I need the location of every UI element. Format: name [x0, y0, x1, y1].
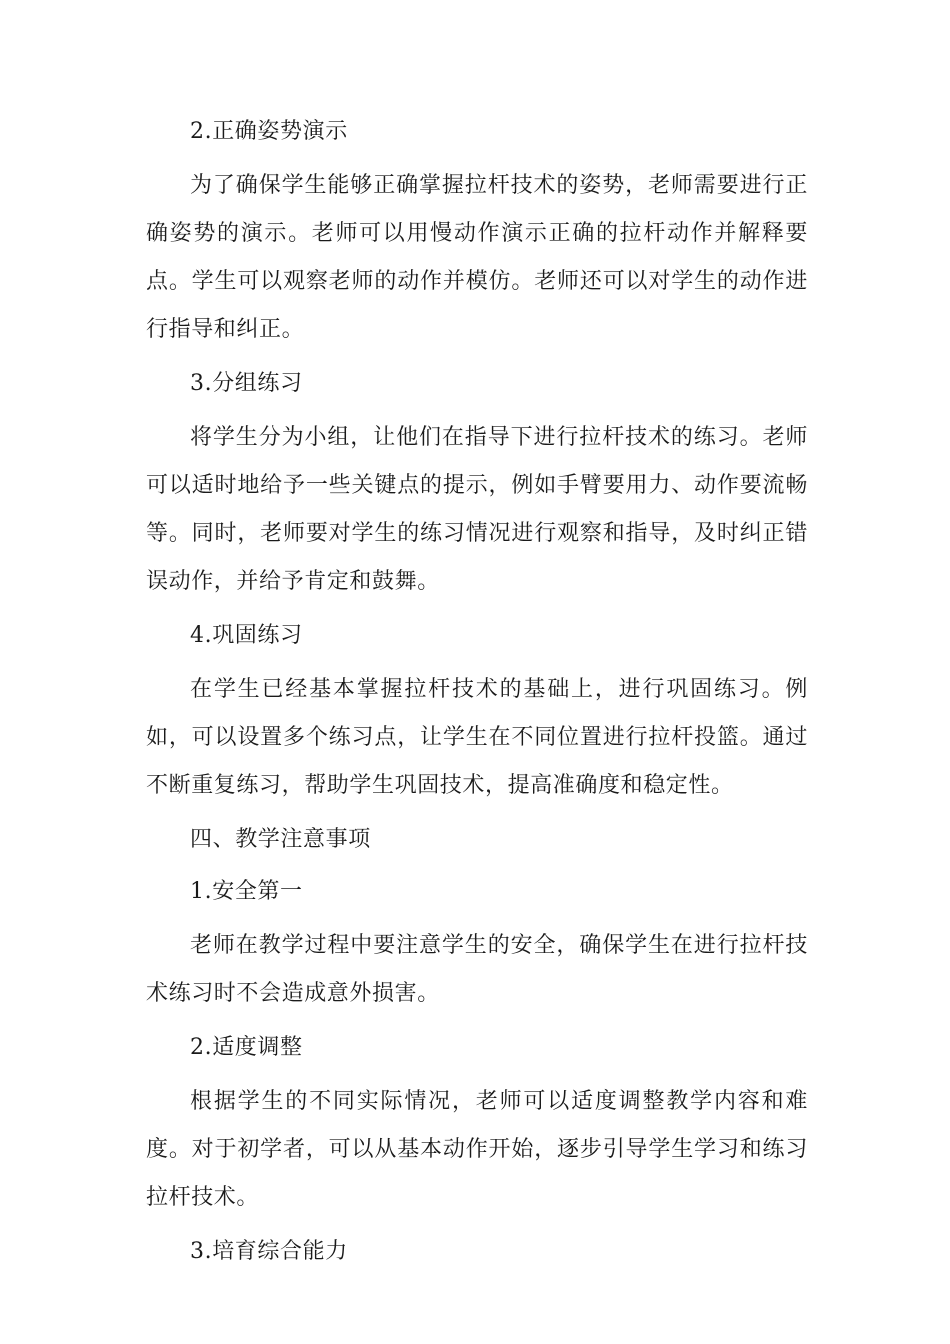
section-heading: 2.适度调整 — [190, 1035, 303, 1060]
chapter-heading: 四、教学注意事项 — [190, 827, 371, 852]
section-heading: 3.分组练习 — [190, 371, 303, 396]
section-heading: 4.巩固练习 — [190, 623, 303, 648]
body-paragraph: 根据学生的不同实际情况，老师可以适度调整教学内容和难度。对于初学者，可以从基本动作开始，逐步引导学生学习和练习拉杆技术。 — [146, 1089, 808, 1210]
document-body — [146, 108, 808, 1276]
section-heading: 2.正确姿势演示 — [190, 119, 348, 144]
section-heading: 3.培育综合能力 — [190, 1239, 348, 1264]
section-heading: 1.安全第一 — [190, 879, 303, 904]
body-paragraph: 在学生已经基本掌握拉杆技术的基础上，进行巩固练习。例如，可以设置多个练习点，让学生在不同位置进行拉杆投篮。通过不断重复练习，帮助学生巩固技术，提高准确度和稳定性。 — [146, 677, 808, 798]
body-paragraph: 老师在教学过程中要注意学生的安全，确保学生在进行拉杆技术练习时不会造成意外损害。 — [146, 933, 808, 1006]
body-paragraph: 为了确保学生能够正确掌握拉杆技术的姿势，老师需要进行正确姿势的演示。老师可以用慢动作演示正确的拉杆动作并解释要点。学生可以观察老师的动作并模仿。老师还可以对学生的动作进行指导和纠正。 — [146, 173, 808, 342]
body-paragraph: 将学生分为小组，让他们在指导下进行拉杆技术的练习。老师可以适时地给予一些关键点的提示，例如手臂要用力、动作要流畅等。同时，老师要对学生的练习情况进行观察和指导，及时纠正错误动作，并给予肯定和鼓舞。 — [146, 425, 808, 594]
